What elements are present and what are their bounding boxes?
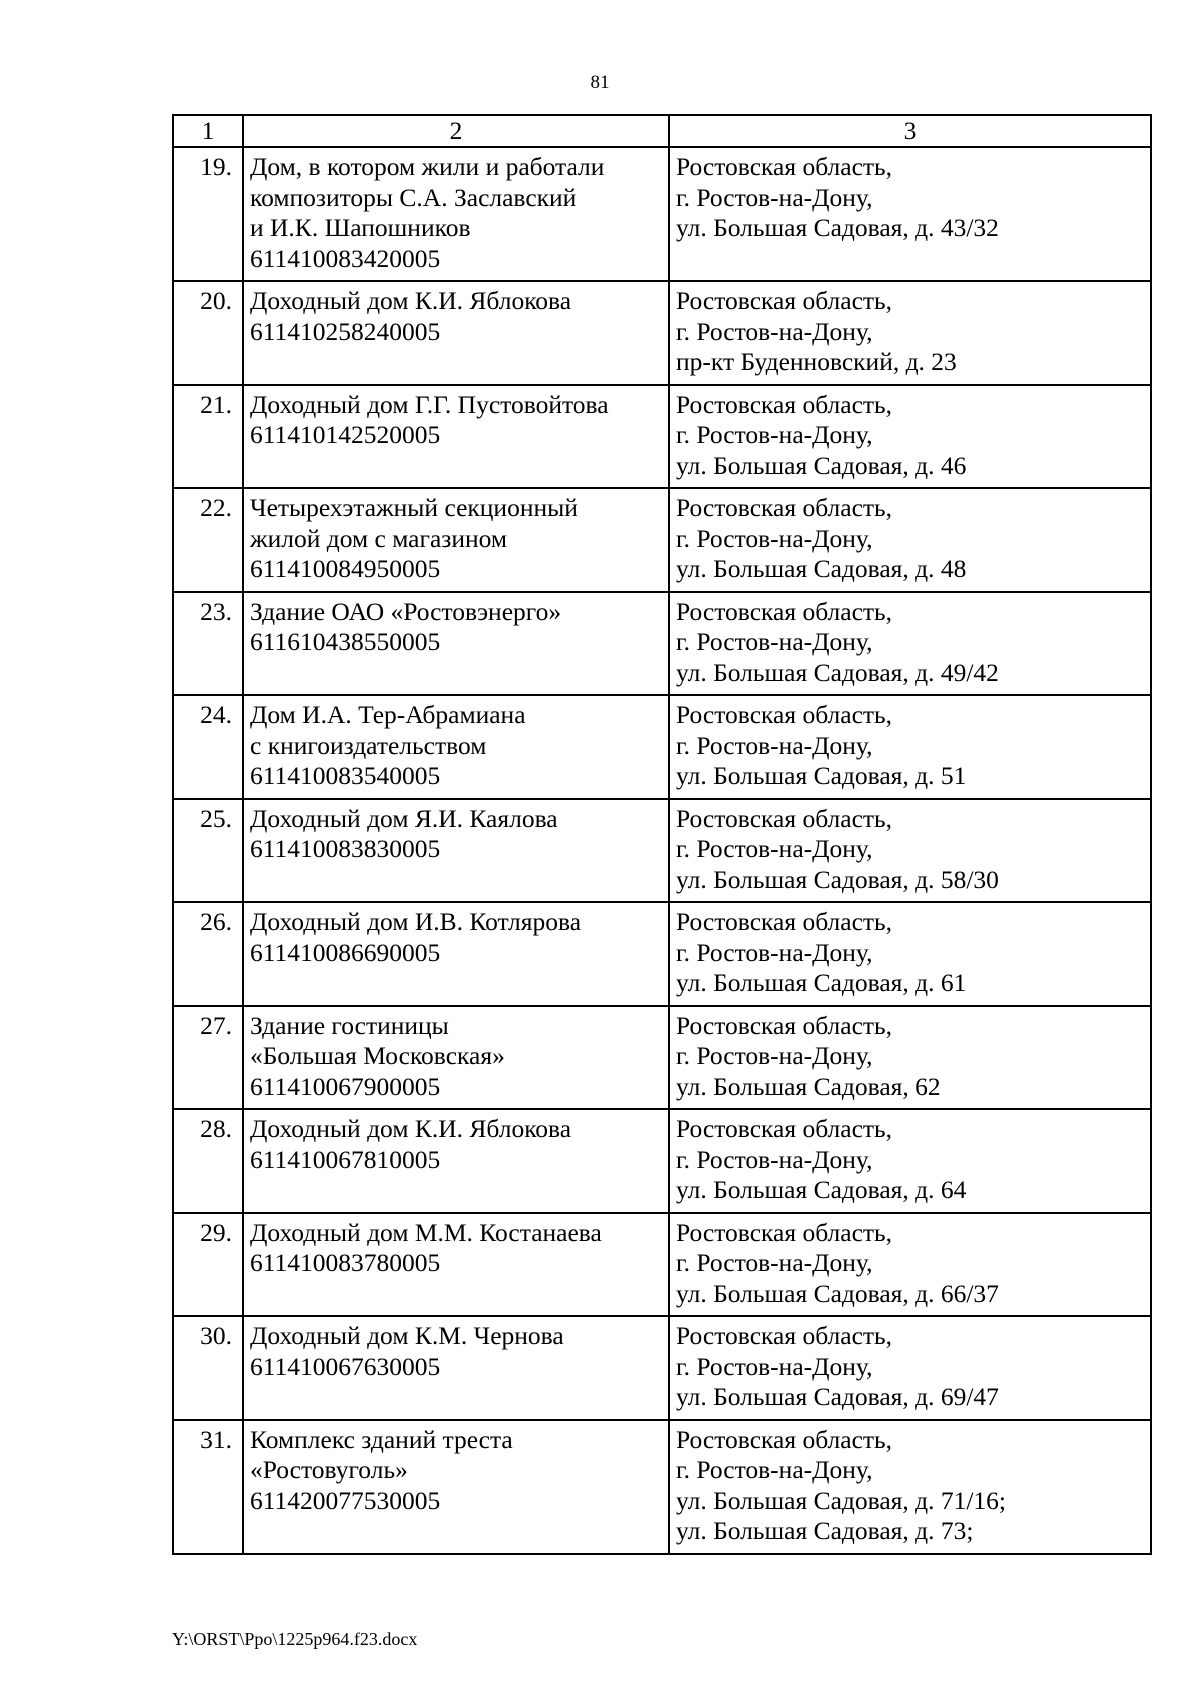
address-line: ул. Большая Садовая, д. 58/30 [676,864,999,894]
object-name-cell [243,902,669,1006]
address-line: Ростовская область, [676,1321,893,1350]
object-name-line: Доходный дом М.М. Костанаева [250,1217,602,1247]
address-line: ул. Большая Садовая, 62 [676,1071,941,1101]
table-row [173,488,1151,592]
object-name-line: «Большая Московская» [250,1041,505,1070]
address-line: Ростовская область, [676,803,893,833]
table-row [173,695,1151,799]
row-number-cell: 23. [173,592,243,696]
object-name-cell [243,1109,669,1213]
address-line: ул. Большая Садовая, д. 73; [676,1516,974,1545]
row-number-cell: 21. [173,385,243,489]
object-name-line: 611410067810005 [250,1144,441,1174]
address-line: Ростовская область, [676,286,893,315]
address-line: г. Ростов-на-Дону, [676,627,873,656]
address-line: Ростовская область, [676,1424,893,1454]
address-line: ул. Большая Садовая, д. 71/16; [676,1485,1007,1515]
object-name-line: с книгоиздательством [250,730,487,760]
address-cell [669,281,1151,385]
object-name-line: 611410067900005 [250,1071,441,1101]
object-name-line: 611410084950005 [250,554,441,583]
object-name-line: 611610438550005 [250,627,441,656]
object-name-cell [243,1006,669,1110]
address-line: г. Ростов-на-Дону, [676,937,873,967]
address-line: пр-кт Буденновский, д. 23 [676,347,957,376]
object-name-cell [243,1316,669,1420]
address-line: г. Ростов-на-Дону, [676,1041,873,1070]
object-name-line: жилой дом с магазином [250,523,508,553]
address-cell [669,695,1151,799]
address-line: г. Ростов-на-Дону, [676,420,873,449]
row-number-cell: 24. [173,695,243,799]
address-line: Ростовская область, [676,389,893,419]
column-header-1: 1 [173,115,243,147]
address-line: Ростовская область, [676,907,893,936]
table-row [173,147,1151,281]
object-name-line: 611410067630005 [250,1351,441,1381]
table-row [173,1006,1151,1110]
object-name-cell [243,695,669,799]
row-number-cell: 22. [173,488,243,592]
address-cell [669,902,1151,1006]
address-cell [669,1109,1151,1213]
table-row [173,592,1151,696]
object-name-line: 611410083830005 [250,834,441,863]
row-number-cell: 29. [173,1213,243,1317]
object-name-cell [243,147,669,281]
object-name-line: Здание гостиницы [250,1010,449,1040]
address-line: ул. Большая Садовая, д. 51 [676,761,967,790]
address-line: Ростовская область, [676,700,893,729]
address-line: г. Ростов-на-Дону, [676,523,873,553]
object-name-cell [243,1420,669,1554]
address-line: Ростовская область, [676,1217,893,1247]
object-name-line: Четырехэтажный секционный [250,493,578,522]
object-name-line: 611410258240005 [250,316,441,346]
address-cell [669,488,1151,592]
object-name-cell [243,385,669,489]
row-number-cell: 19. [173,147,243,281]
address-line: ул. Большая Садовая, д. 66/37 [676,1278,999,1308]
table-header-row [173,115,1151,147]
object-name-line: 611410083540005 [250,761,441,790]
object-name-line: 611410083420005 [250,243,441,273]
object-name-line: Доходный дом Г.Г. Пустовойтова [250,389,609,419]
row-number-cell: 20. [173,281,243,385]
object-name-cell [243,799,669,903]
object-name-cell [243,281,669,385]
address-line: Ростовская область, [676,493,893,522]
row-number-cell: 30. [173,1316,243,1420]
address-cell [669,1316,1151,1420]
table-row [173,799,1151,903]
object-name-cell [243,592,669,696]
object-name-line: 611420077530005 [250,1485,441,1515]
address-cell [669,1213,1151,1317]
object-name-line: 611410142520005 [250,420,441,449]
row-number-cell: 26. [173,902,243,1006]
object-name-line: Доходный дом К.М. Чернова [250,1321,564,1350]
object-name-line: и И.К. Шапошников [250,213,471,242]
address-line: Ростовская область, [676,1114,893,1143]
object-name-line: Доходный дом Я.И. Каялова [250,803,558,833]
address-line: г. Ростов-на-Дону, [676,1144,873,1174]
address-cell [669,799,1151,903]
address-line: г. Ростов-на-Дону, [676,730,873,760]
address-cell [669,1420,1151,1554]
row-number-cell: 28. [173,1109,243,1213]
table-row [173,1109,1151,1213]
table-row [173,1316,1151,1420]
address-line: г. Ростов-на-Дону, [676,834,873,863]
address-line: г. Ростов-на-Дону, [676,182,873,212]
address-line: ул. Большая Садовая, д. 48 [676,554,967,583]
table-row [173,385,1151,489]
address-line: г. Ростов-на-Дону, [676,316,873,346]
address-line: г. Ростов-на-Дону, [676,1248,873,1277]
address-line: ул. Большая Садовая, д. 61 [676,968,967,997]
object-name-line: Комплекс зданий треста [250,1424,513,1454]
address-line: ул. Большая Садовая, д. 46 [676,450,967,480]
row-number-cell: 27. [173,1006,243,1110]
object-name-line: Доходный дом И.В. Котлярова [250,907,582,936]
address-cell [669,1006,1151,1110]
page-number: 81 [590,72,610,93]
address-line: Ростовская область, [676,596,893,626]
table-row [173,281,1151,385]
object-name-line: Доходный дом К.И. Яблокова [250,286,572,315]
address-line: ул. Большая Садовая, д. 49/42 [676,657,999,687]
object-name-cell [243,488,669,592]
address-line: г. Ростов-на-Дону, [676,1351,873,1381]
address-line: Ростовская область, [676,152,893,181]
column-header-3: 3 [669,115,1151,147]
object-name-line: 611410083780005 [250,1248,441,1277]
address-cell [669,147,1151,281]
address-line: ул. Большая Садовая, д. 64 [676,1175,967,1204]
object-name-line: «Ростовуголь» [250,1455,408,1484]
object-name-line: Доходный дом К.И. Яблокова [250,1114,572,1143]
column-header-2: 2 [243,115,669,147]
address-line: ул. Большая Садовая, д. 69/47 [676,1382,999,1411]
table-row [173,902,1151,1006]
address-line: Ростовская область, [676,1010,893,1040]
object-name-line: Здание ОАО «Ростовэнерго» [250,596,562,626]
address-line: ул. Большая Садовая, д. 43/32 [676,213,999,242]
object-name-cell [243,1213,669,1317]
address-cell [669,385,1151,489]
address-cell [669,592,1151,696]
heritage-objects-table [172,114,1152,1555]
object-name-line: 611410086690005 [250,937,441,967]
row-number-cell: 25. [173,799,243,903]
table-row [173,1213,1151,1317]
footer-file-path: Y:\ORST\Ppo\1225p964.f23.docx [172,1629,418,1649]
object-name-line: Дом И.А. Тер-Абрамиана [250,700,526,729]
object-name-line: композиторы С.А. Заславский [250,182,577,212]
row-number-cell: 31. [173,1420,243,1554]
table-row [173,1420,1151,1554]
object-name-line: Дом, в котором жили и работали [250,152,605,181]
address-line: г. Ростов-на-Дону, [676,1455,873,1484]
table-body [173,115,1151,1554]
